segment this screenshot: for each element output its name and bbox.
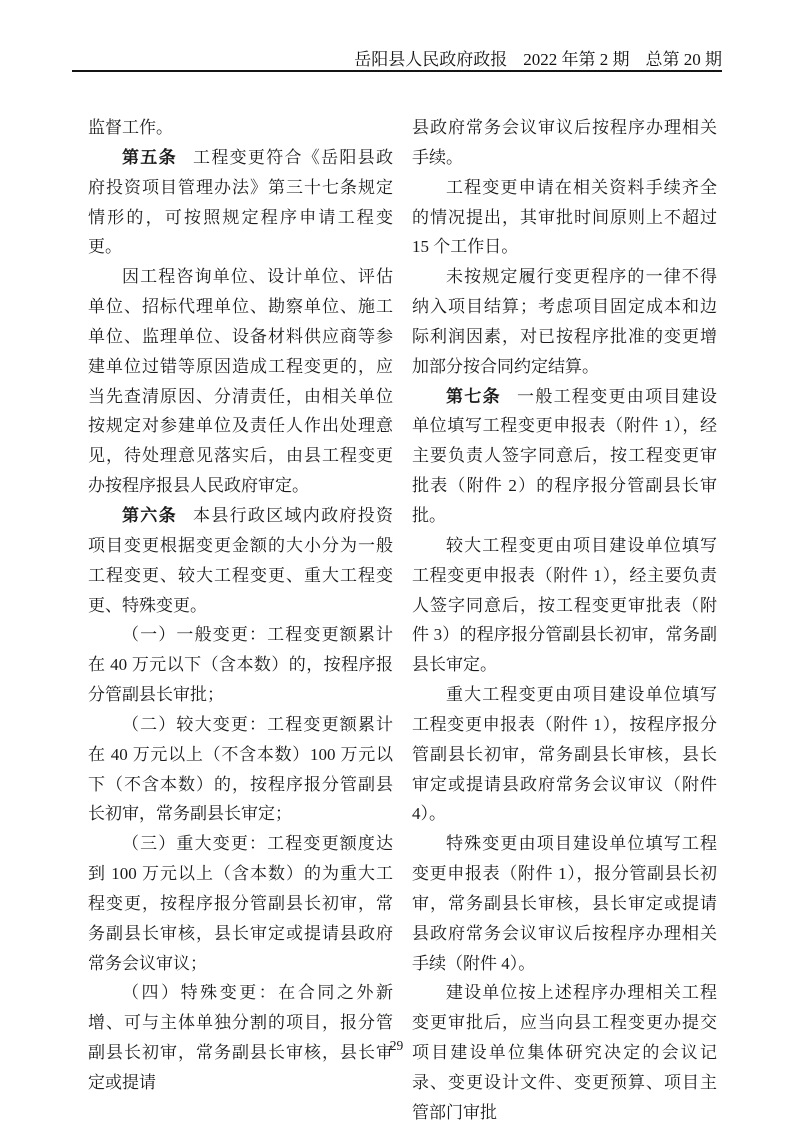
header-volume-label: 总第 20 期 <box>645 50 722 69</box>
header-issue-label: 2022 年第 2 期 <box>523 50 630 69</box>
page-footer <box>0 1038 793 1054</box>
paragraph: （四）特殊变更：在合同之外新增、可与主体单独分割的项目，报分管副县长初审，常务副县长审核，县长审定或提请 <box>88 983 393 1092</box>
paragraph: 重大工程变更由项目建设单位填写工程变更申报表（附件 1），按程序报分管副县长初审，常务副县长审核，县长审定或提请县政府常务会议审议（附件 4）。 <box>412 685 717 824</box>
paragraph: 建设单位按上述程序办理相关工程变更审批后，应当向县工程变更办提交项目建设单位集体研究决定的会议记录、变更设计文件、变更预算、项目主管部门审批 <box>412 983 717 1122</box>
article-body <box>88 113 717 1122</box>
paragraph: 第七条 一般工程变更由项目建设单位填写工程变更申报表（附件 1），经主要负责人签字同意后，按工程变更审批表（附件 2）的程序报分管副县长审批。 <box>412 386 717 525</box>
paragraph: 特殊变更由项目建设单位填写工程变更申报表（附件 1），报分管副县长初审，常务副县长审核，县长审定或提请县政府常务会议审议后按程序办理相关手续（附件 4）。 <box>412 834 717 973</box>
article-number: 第七条 <box>446 386 501 406</box>
left-column <box>88 113 393 1122</box>
paragraph: 工程变更申请在相关资料手续齐全的情况提出，其审批时间原则上不超过 15 个工作日。 <box>412 177 717 257</box>
paragraph: 县政府常务会议审议后按程序办理相关手续。 <box>412 118 717 167</box>
header-publication-title: 岳阳县人民政府政报 <box>354 50 508 69</box>
paragraph: （二）较大变更：工程变更额累计在 40 万元以上（不含本数）100 万元以下（不含本数）的，按程序报分管副县长初审，常务副县长审定； <box>88 714 393 824</box>
paragraph: （一）一般变更：工程变更额累计在 40 万元以下（含本数）的，按程序报分管副县长审批； <box>88 625 393 705</box>
article-number: 第六条 <box>122 505 177 525</box>
page-number: 29 <box>389 1038 404 1053</box>
paragraph: 较大工程变更由项目建设单位填写工程变更申报表（附件 1），经主要负责人签字同意后，按工程变更审批表（附件 3）的程序报分管副县长初审，常务副县长审定。 <box>412 535 717 675</box>
paragraph: 第六条 本县行政区域内政府投资项目变更根据变更金额的大小分为一般工程变更、较大工程变更、重大工程变更、特殊变更。 <box>88 505 393 615</box>
paragraph: 因工程咨询单位、设计单位、评估单位、招标代理单位、勘察单位、施工单位、监理单位、设备材料供应商等参建单位过错等原因造成工程变更的，应当先查清原因、分清责任，由相关单位按规定对参建单位及责任人作出处理意见，待处理意见落实后，由县工程变更办按程序报县人民政府审定。 <box>88 267 393 496</box>
paragraph: 监督工作。 <box>88 118 173 137</box>
article-number: 第五条 <box>122 147 177 167</box>
paragraph: （三）重大变更：工程变更额度达到 100 万元以上（含本数）的为重大工程变更，按程序报分管副县长初审，常务副县长审核，县长审定或提请县政府常务会议审议； <box>88 834 393 973</box>
right-column <box>412 113 717 1122</box>
paragraph: 未按规定履行变更程序的一律不得纳入项目结算；考虑项目固定成本和边际利润因素，对已按程序批准的变更增加部分按合同约定结算。 <box>412 267 717 376</box>
page-header <box>72 0 722 72</box>
paragraph: 第五条 工程变更符合《岳阳县政府投资项目管理办法》第三十七条规定情形的，可按照规定程序申请工程变更。 <box>88 147 393 257</box>
